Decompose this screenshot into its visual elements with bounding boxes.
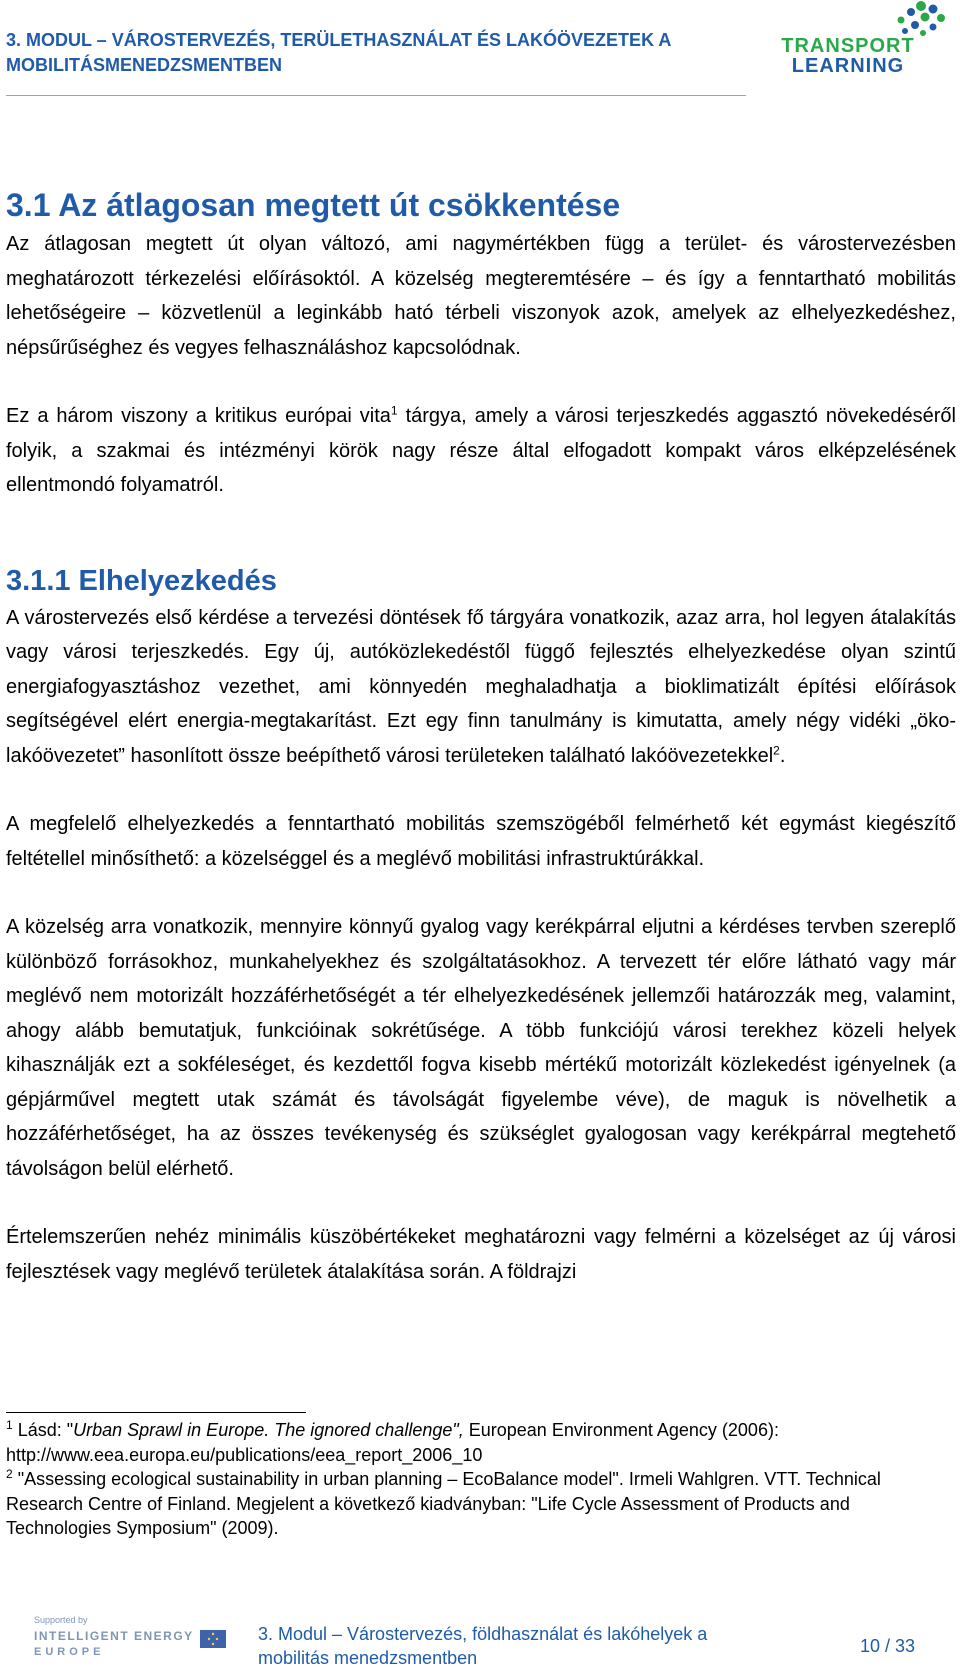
section-paragraph-2 <box>6 399 956 503</box>
subsection-paragraph-1 <box>6 601 956 774</box>
footnote-title: Urban Sprawl in Europe. The ignored challenge", <box>73 1420 464 1440</box>
footnote-ref-2[interactable]: 2 <box>773 742 780 757</box>
footnotes <box>6 1418 956 1541</box>
module-title-line1: 3. MODUL – VÁROSTERVEZÉS, TERÜLETHASZNÁLAT ÉS LAKÓÖVEZETEK A <box>6 30 672 50</box>
footer-module-title <box>258 1622 778 1669</box>
header-divider <box>6 95 746 96</box>
module-title-line2: MOBILITÁSMENEDZSMENTBEN <box>6 55 282 75</box>
paragraph-text: tárgya, amely a városi terjeszkedés aggasztó növekedéséről folyik, a szakmai és intézményi körök nagy része által elfogadott kompakt város elképzelésének ellentmondó folyamatról. <box>6 405 956 496</box>
footnote-number: 2 <box>6 1467 13 1481</box>
footnote-1 <box>6 1418 956 1467</box>
subsection-heading: 3.1.1 Elhelyezkedés <box>6 564 277 597</box>
footnote-text: Lásd: " <box>12 1420 74 1440</box>
page-header <box>0 0 960 96</box>
paragraph-text: Ez a három viszony a kritikus európai vita <box>6 405 391 427</box>
subsection-paragraph-4: Értelemszerűen nehéz minimális küszöbértékeket meghatározni vagy felmérni a közelséget az új városi fejlesztések vagy meglévő területek átalakítása során. A földrajzi <box>6 1226 956 1283</box>
paragraph-text: A várostervezés első kérdése a tervezési döntések fő tárgyára vonatkozik, azaz arra, hol legyen átalakítás vagy városi terjeszkedés. Egy új, autóközlekedéstől függő fejlesztés elhelyezkedése olyan szintű energiafogyasztáshoz vezethet, ami könnyedén meghaladhatja a bioklimatizált építési előírások segítségével elért energia-megtakarítást. Ezt egy finn tanulmány is kimutatta, amely négy vidéki „öko-lakóövezetet” hasonlított össze beépíthető városi területeken található lakóövezetekkel <box>6 606 956 767</box>
page-footer <box>0 1600 960 1669</box>
footnote-2 <box>6 1467 956 1541</box>
section-heading: 3.1 Az átlagosan megtett út csökkentése <box>6 187 621 223</box>
transport-learning-logo <box>748 0 960 80</box>
ie-supported-by: Supported by <box>34 1615 88 1625</box>
main-content <box>6 183 956 1289</box>
footnote-link[interactable]: http://www.eea.europa.eu/publications/eea_report_2006_10 <box>6 1444 483 1465</box>
page-number: 10 / 33 <box>860 1636 916 1656</box>
subsection-paragraph-2: A megfelelő elhelyezkedés a fenntartható mobilitás szemszögéből felmérhető két egymást kiegészítő feltétellel minősíthető: a közelséggel és a meglévő mobilitási infrastruktúrákkal. <box>6 813 956 870</box>
footer-line2: mobilitás menedzsmentben <box>258 1648 478 1668</box>
intelligent-energy-europe-logo <box>20 1612 230 1660</box>
paragraph-text: . <box>779 744 786 767</box>
logo-text-transport: TRANSPORT <box>781 35 915 57</box>
footnote-number: 1 <box>6 1418 13 1432</box>
ie-text-line2: EUROPE <box>34 1646 105 1658</box>
footnote-divider <box>6 1412 306 1413</box>
footer-line1: 3. Modul – Várostervezés, földhasználat és lakóhelyek a <box>258 1624 708 1644</box>
section-paragraph-1: Az átlagosan megtett út olyan változó, ami nagymértékben függ a terület- és várostervezésben meghatározott térkezelési előírásoktól. A közelség megteremtésére – és így a fenntartható mobilitás lehetőségeire – közvetlenül a leginkább ható térbeli viszonyok azok, amelyek az elhelyezkedéshez, népsűrűséghez és vegyes felhasználáshoz kapcsolódnak. <box>6 233 956 359</box>
logo-text-learning: LEARNING <box>791 55 905 77</box>
subsection-paragraph-3: A közelség arra vonatkozik, mennyire könnyű gyalog vagy kerékpárral eljutni a kérdéses tervben szereplő különböző forrásokhoz, munkahelyekhez és szolgáltatásokhoz. A tervezett tér előre látható vagy már meglévő nem motorizált hozzáférhetőségét a tér elhelyezkedésének jellemzői határozzák meg, valamint, ahogy alább bemutatjuk, funkcióinak sokrétűsége. A több funkciójú városi terekhez közeli helyek kihasználják ezt a sokféleséget, és kezdettől fogva kisebb mértékű motorizált közlekedést igényelnek (a gépjárművel megtett utak számát és távolságát figyelembe véve), de maguk is növelhetik a hozzáférhetőséget, ha az összes tevékenység és szükséglet gyalogosan vagy kerékpárral megtehető távolságon belül elérhető. <box>6 916 956 1180</box>
footnote-ref-1[interactable]: 1 <box>390 403 398 418</box>
module-title <box>6 28 696 78</box>
footnote-text: European Environment Agency (2006): <box>463 1420 779 1440</box>
footnote-text: "Assessing ecological sustainability in urban planning – EcoBalance model". Irmeli Wahlgren. VTT. Technical Research Centre of Finland. Megjelent a következő kiadványban: "Life Cycle Assessment of Products and Technologies Symposium" (2009). <box>6 1469 881 1538</box>
ie-text-line1: INTELLIGENT ENERGY <box>34 1629 194 1643</box>
